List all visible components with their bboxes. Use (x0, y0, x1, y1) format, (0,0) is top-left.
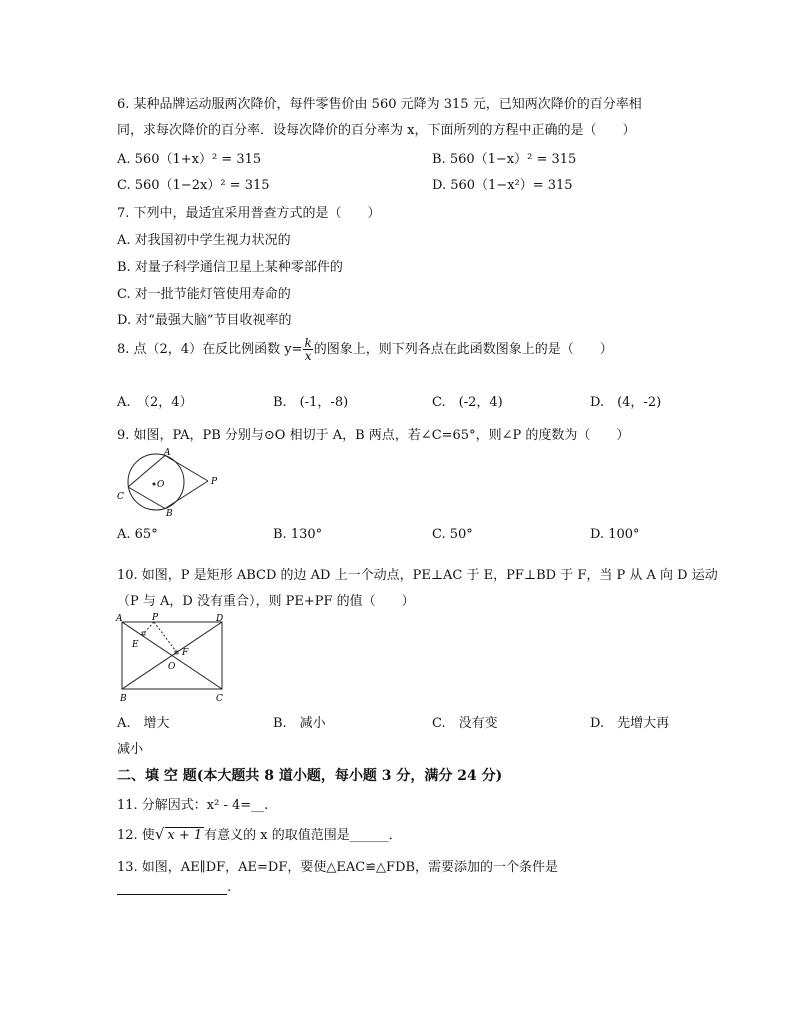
q12-text (117, 824, 402, 843)
q8-option-d: D. (4，-2) (590, 395, 662, 410)
q13-stem: 13. 如图，AE∥DF，AE=DF，要使△EAC≌△FDB，需要添加的一个条件是 (117, 860, 559, 875)
q7-option-d: D. 对“最强大脑”节目收视率的 (117, 313, 292, 328)
q10-label-c: C (216, 694, 223, 704)
q10-option-d: D. 先增大再 (590, 716, 670, 731)
q9-tangent-pb (165, 481, 208, 509)
q8-option-b: B. (-1，-8) (273, 395, 349, 410)
q10-rectangle-figure (112, 612, 232, 707)
q10-label-o: O (168, 662, 176, 672)
q6-stem-line2: 同，求每次降价的百分率．设每次降价的百分率为 x，下面所列的方程中正确的是（ ） (117, 123, 636, 138)
q8-stem-after: 的图象上，则下列各点在此函数图象上的是（ ） (313, 342, 613, 357)
q12-after: 有意义的 x 的取值范围是______． (204, 828, 402, 843)
q10-segment-pe (142, 622, 154, 635)
q10-label-p: P (152, 613, 159, 623)
q8-fraction-denominator: x (304, 349, 312, 363)
q13-answer-line (117, 880, 231, 895)
q8-stem (117, 337, 613, 362)
q10-option-b: B. 减小 (273, 716, 326, 731)
q13-end: . (227, 880, 232, 895)
q12-radicand: x + 1 (167, 828, 203, 843)
q9-option-c: C. 50° (432, 527, 473, 542)
q12-before: 12. 使 (117, 828, 155, 843)
q13-answer-blank[interactable] (117, 880, 227, 895)
q7-stem: 7. 下列中，最适宜采用普查方式的是（ ） (117, 206, 381, 221)
q9-label-a: A (164, 448, 171, 458)
q8-stem-before: 8. 点（2，4）在反比例函数 y= (117, 342, 303, 357)
q9-tangent-pa (165, 456, 208, 482)
q7-option-a: A. 对我国初中学生视力状况的 (117, 233, 291, 248)
q6-option-d: D. 560（1−x²）= 315 (432, 178, 573, 193)
q9-chord-cb (128, 487, 165, 509)
q9-label-b: B (166, 509, 173, 516)
q11-text: 11. 分解因式：x² - 4=__. (117, 798, 269, 813)
q8-fraction-numerator: k (304, 336, 312, 350)
q10-segment-pf (154, 622, 178, 654)
q9-circle-tangent-figure (112, 446, 227, 516)
q10-option-d-continued: 减小 (117, 742, 144, 757)
q10-label-e: E (132, 640, 139, 650)
q9-label-c: C (117, 492, 124, 502)
q12-radical-sign: √ (154, 825, 165, 843)
q9-option-b: B. 130° (273, 527, 323, 542)
q10-option-a: A. 增大 (117, 716, 170, 731)
q6-option-c: C. 560（1−2x）² = 315 (117, 178, 270, 193)
q9-stem: 9. 如图，PA，PB 分别与⊙O 相切于 A，B 两点，若∠C=65°，则∠P 的度数为（ ） (117, 428, 630, 443)
q10-label-f: F (182, 648, 189, 658)
q10-label-b: B (120, 694, 127, 704)
q6-option-a: A. 560（1+x）² = 315 (117, 152, 262, 167)
q9-label-o: O (157, 480, 165, 490)
q6-stem-line1: 6. 某种品牌运动服两次降价，每件零售价由 560 元降为 315 元，已知两次降价的百分率相 (117, 97, 642, 112)
q10-label-d: D (216, 614, 224, 624)
section-2-title: 二、填 空 题(本大题共 8 道小题，每小题 3 分，满分 24 分) (117, 768, 503, 784)
q6-option-b: B. 560（1−x）² = 315 (432, 152, 577, 167)
q10-stem-line1: 10. 如图，P 是矩形 ABCD 的边 AD 上一个动点，PE⊥AC 于 E，PF⊥BD 于 F，当 P 从 A 向 D 运动 (117, 568, 718, 583)
q7-option-b: B. 对量子科学通信卫星上某种零部件的 (117, 260, 343, 275)
q8-option-c: C. (-2，4) (432, 395, 503, 410)
q10-label-a: A (116, 614, 123, 624)
q9-center-dot (153, 483, 156, 486)
q10-stem-line2: （P 与 A，D 没有重合），则 PE+PF 的值（ ） (117, 594, 415, 609)
q9-option-a: A. 65° (117, 527, 158, 542)
q10-option-c: C. 没有变 (432, 716, 498, 731)
q9-option-d: D. 100° (590, 527, 640, 542)
q9-label-p: P (211, 477, 218, 487)
q8-option-a: A. （2，4） (117, 395, 193, 410)
q7-option-c: C. 对一批节能灯管使用寿命的 (117, 287, 291, 302)
q8-fraction (303, 337, 312, 362)
